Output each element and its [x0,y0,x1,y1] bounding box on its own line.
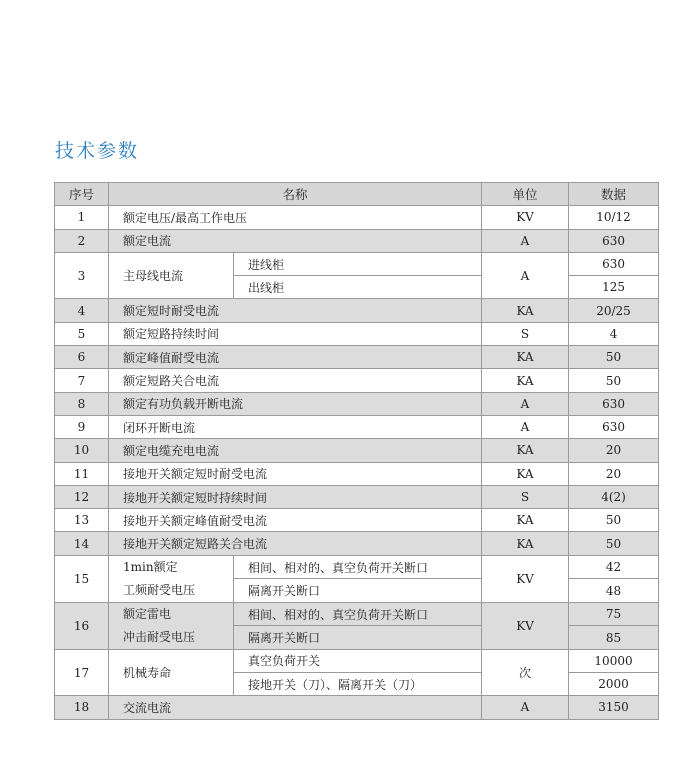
row-unit: KA [482,299,569,322]
row-unit: KV [482,555,569,602]
table-row [55,322,659,345]
row-value: 4 [569,322,659,345]
row-name-line2: 冲击耐受电压 [123,629,196,644]
table-row [55,299,659,322]
header-no: 序号 [55,183,109,206]
row-no: 18 [55,696,109,719]
row-unit: KA [482,509,569,532]
row-value: 2000 [569,673,659,696]
row-unit: A [482,252,569,299]
row-value: 85 [569,626,659,650]
row-no: 10 [55,439,109,462]
row-no: 7 [55,369,109,392]
header-unit: 单位 [482,183,569,206]
row-unit: KA [482,369,569,392]
row-name: 机械寿命 [109,649,234,696]
row-value: 3150 [569,696,659,719]
table-row [55,462,659,485]
row-no: 6 [55,346,109,369]
row-name: 额定电缆充电电流 [109,439,482,462]
row-value: 20 [569,439,659,462]
row-unit: A [482,696,569,719]
row-sub-name: 进线柜 [234,252,482,275]
row-name [109,555,234,602]
row-unit: 次 [482,649,569,696]
row-value: 630 [569,252,659,275]
header-name: 名称 [109,183,482,206]
spec-table [54,182,659,720]
row-sub-name: 相间、相对的、真空负荷开关断口 [234,602,482,626]
row-no: 13 [55,509,109,532]
row-value: 50 [569,509,659,532]
row-name-line1: 额定雷电 [123,606,172,621]
table-row [55,346,659,369]
row-name: 闭环开断电流 [109,415,482,438]
row-name: 额定短路关合电流 [109,369,482,392]
row-value: 50 [569,532,659,555]
table-row [55,509,659,532]
table-row [55,206,659,229]
row-unit: A [482,392,569,415]
table-row [55,252,659,275]
row-value: 42 [569,555,659,579]
row-unit: A [482,229,569,252]
row-value: 20/25 [569,299,659,322]
row-sub-name: 出线柜 [234,276,482,299]
row-sub-name: 隔离开关断口 [234,626,482,650]
row-name: 额定峰值耐受电流 [109,346,482,369]
row-sub-name: 隔离开关断口 [234,579,482,603]
row-no: 9 [55,415,109,438]
row-name: 额定短路持续时间 [109,322,482,345]
row-name: 主母线电流 [109,252,234,299]
table-row [55,696,659,719]
row-unit: KA [482,439,569,462]
row-unit: A [482,415,569,438]
row-name: 接地开关额定短时持续时间 [109,485,482,508]
row-no: 14 [55,532,109,555]
row-name: 额定有功负载开断电流 [109,392,482,415]
table-row [55,392,659,415]
table-row [55,649,659,672]
row-no: 3 [55,252,109,299]
row-no: 12 [55,485,109,508]
row-no: 2 [55,229,109,252]
row-name: 交流电流 [109,696,482,719]
row-value: 630 [569,392,659,415]
row-value: 75 [569,602,659,626]
row-unit: S [482,322,569,345]
row-name: 额定电压/最高工作电压 [109,206,482,229]
row-value: 48 [569,579,659,603]
row-name: 接地开关额定短时耐受电流 [109,462,482,485]
row-no: 16 [55,602,109,649]
table-row [55,229,659,252]
header-value: 数据 [569,183,659,206]
row-sub-name: 真空负荷开关 [234,649,482,672]
section-title: 技术参数 [55,140,140,162]
row-value: 20 [569,462,659,485]
table-row [55,485,659,508]
row-no: 17 [55,649,109,696]
table-row [55,439,659,462]
row-no: 4 [55,299,109,322]
table-header [55,183,659,206]
row-value: 10/12 [569,206,659,229]
row-name [109,602,234,649]
row-unit: KA [482,462,569,485]
table-row [55,369,659,392]
row-value: 4(2) [569,485,659,508]
row-no: 11 [55,462,109,485]
row-value: 50 [569,369,659,392]
row-no: 1 [55,206,109,229]
row-unit: KA [482,346,569,369]
row-unit: KV [482,206,569,229]
row-unit: KA [482,532,569,555]
table-row [55,555,659,579]
row-sub-name: 接地开关（刀）、隔离开关（刀） [234,673,482,696]
row-name: 接地开关额定短路关合电流 [109,532,482,555]
row-value: 630 [569,229,659,252]
row-value: 630 [569,415,659,438]
row-name-line2: 工频耐受电压 [123,582,196,597]
row-no: 15 [55,555,109,602]
row-value: 125 [569,276,659,299]
row-name-line1: 1min额定 [123,559,178,574]
row-value: 50 [569,346,659,369]
row-sub-name: 相间、相对的、真空负荷开关断口 [234,555,482,579]
table-row [55,602,659,626]
row-no: 8 [55,392,109,415]
row-name: 接地开关额定峰值耐受电流 [109,509,482,532]
row-no: 5 [55,322,109,345]
row-unit: S [482,485,569,508]
table-row [55,532,659,555]
table-row [55,415,659,438]
row-name: 额定电流 [109,229,482,252]
row-unit: KV [482,602,569,649]
row-value: 10000 [569,649,659,672]
row-name: 额定短时耐受电流 [109,299,482,322]
